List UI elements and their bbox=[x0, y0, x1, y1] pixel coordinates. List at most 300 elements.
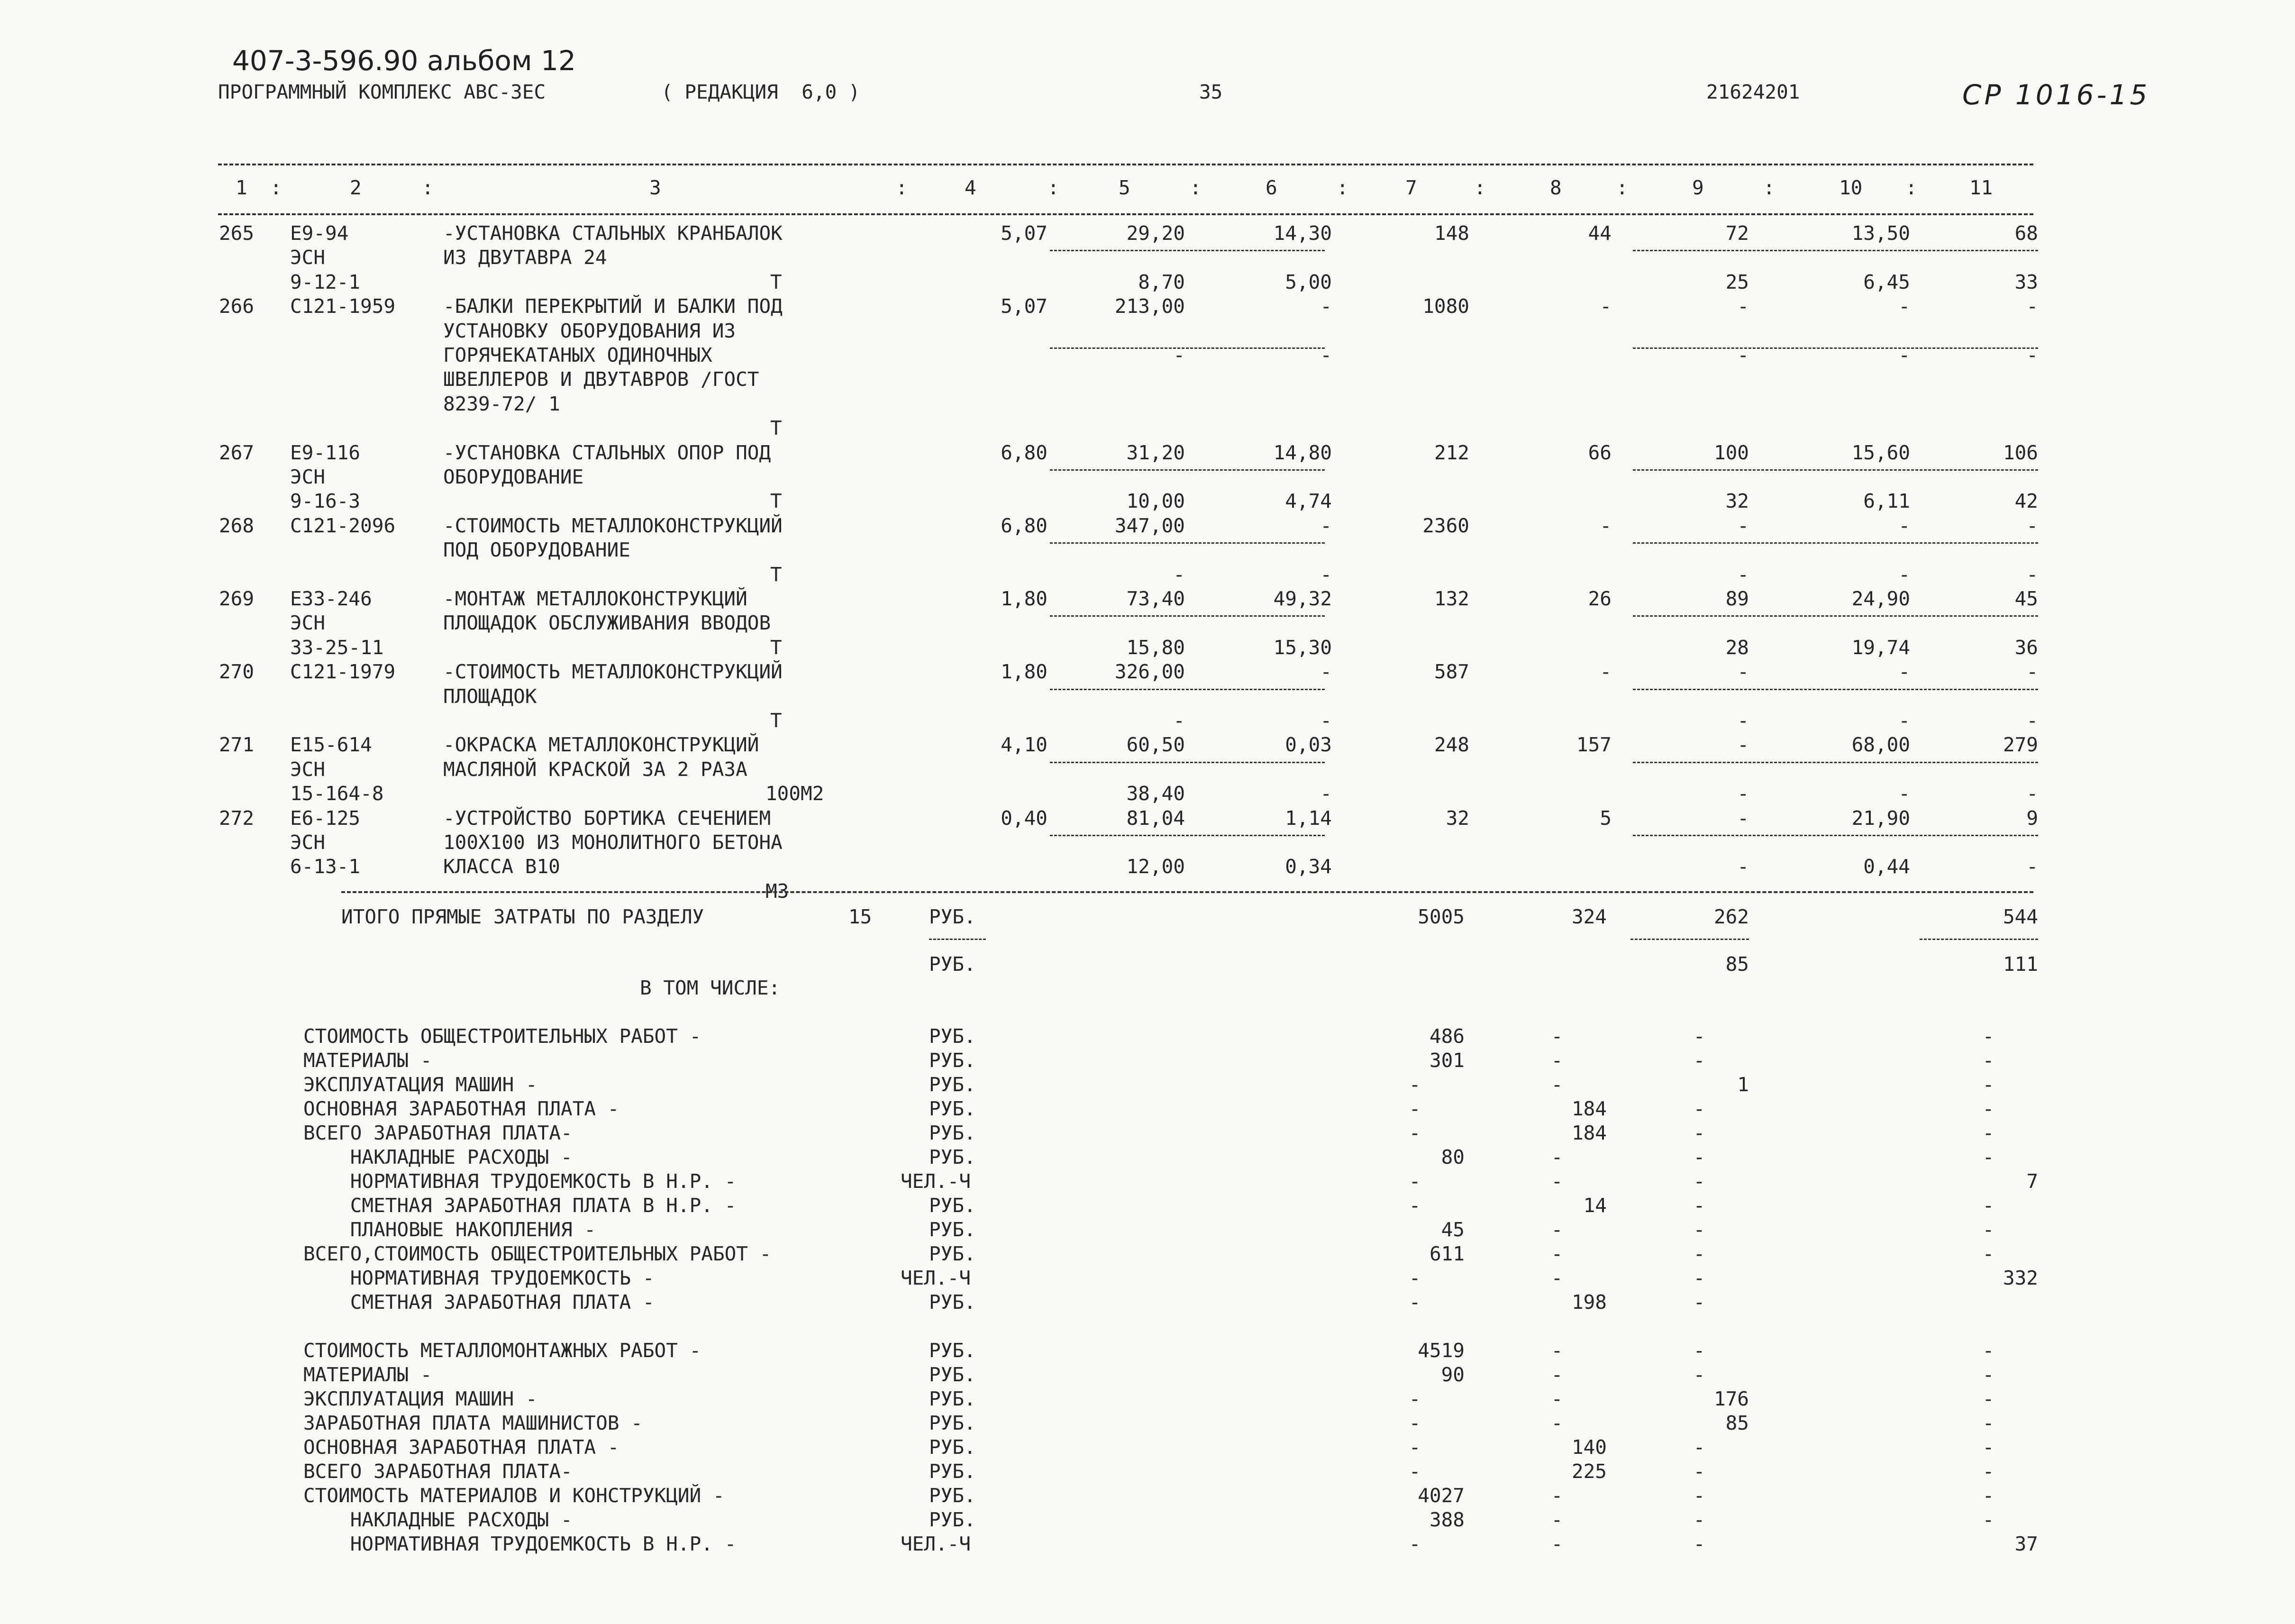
summary-r17-c3: 140 bbox=[1571, 1436, 1607, 1459]
cell-r22-c3: МАСЛЯНОЙ КРАСКОЙ ЗА 2 РАЗА bbox=[443, 757, 747, 781]
cell-r17-c5: 15,80 bbox=[1126, 636, 1185, 659]
column-header-5: 5 bbox=[1119, 176, 1130, 199]
cell-r3-c4: 5,07 bbox=[1001, 295, 1047, 318]
summary-r2-c3: - bbox=[1551, 1073, 1563, 1096]
edition: ( РЕДАКЦИЯ 6,0 ) bbox=[661, 81, 860, 103]
cell-r9-c6: 14,80 bbox=[1273, 441, 1332, 464]
subtotal-underline bbox=[1050, 250, 1325, 251]
cell-r18-c1: 270 bbox=[219, 660, 255, 684]
summary-r16-c4: 85 bbox=[1725, 1412, 1749, 1434]
cell-r4-c3: УСТАНОВКУ ОБОРУДОВАНИЯ ИЗ bbox=[443, 319, 736, 342]
cell-r26-c2: 6-13-1 bbox=[290, 855, 361, 878]
summary-r19-c3: - bbox=[1551, 1484, 1563, 1507]
subtotal-underline bbox=[1050, 469, 1325, 471]
summary-r13-c3: - bbox=[1551, 1339, 1563, 1362]
subtotal-underline bbox=[1050, 615, 1325, 617]
cell-r18-c5: 326,00 bbox=[1114, 660, 1185, 684]
cell-r23-c3: 100М2 bbox=[765, 782, 824, 805]
cell-r14-c3: Т bbox=[770, 563, 782, 586]
summary-r6-c3: - bbox=[1551, 1170, 1563, 1193]
summary-r21-c2: - bbox=[1409, 1533, 1421, 1555]
total-c9b: 85 bbox=[1725, 953, 1749, 976]
cell-r18-c11: - bbox=[2026, 660, 2038, 684]
summary-r17-c2: - bbox=[1409, 1436, 1421, 1459]
summary-r3-c3: 184 bbox=[1571, 1097, 1607, 1120]
summary-r17-c1: РУБ. bbox=[929, 1436, 976, 1459]
summary-r6-c2: - bbox=[1409, 1170, 1421, 1193]
cell-r12-c10: - bbox=[1898, 514, 1910, 537]
cell-r15-c6: 49,32 bbox=[1273, 587, 1332, 610]
summary-r16-c0: ЗАРАБОТНАЯ ПЛАТА МАШИНИСТОВ - bbox=[303, 1412, 643, 1434]
summary-r7-c0: СМЕТНАЯ ЗАРАБОТНАЯ ПЛАТА В Н.Р. - bbox=[303, 1194, 737, 1217]
cell-r0-c4: 5,07 bbox=[1001, 222, 1047, 245]
total-c11b: 111 bbox=[2003, 953, 2038, 976]
summary-r21-c4: - bbox=[1693, 1533, 1705, 1555]
total-c11: 544 bbox=[2003, 905, 2038, 928]
summary-r4-c3: 184 bbox=[1571, 1122, 1607, 1144]
cell-r5-c5: - bbox=[1173, 344, 1185, 366]
cell-r3-c9: - bbox=[1737, 295, 1749, 318]
cell-r3-c11: - bbox=[2026, 295, 2038, 318]
cell-r12-c3: -СТОИМОСТЬ МЕТАЛЛОКОНСТРУКЦИЙ bbox=[443, 514, 783, 537]
cell-r21-c10: 68,00 bbox=[1851, 733, 1910, 757]
summary-r11-c4: - bbox=[1693, 1291, 1705, 1314]
cell-r3-c1: 266 bbox=[219, 295, 255, 318]
cell-r15-c10: 24,90 bbox=[1851, 587, 1910, 610]
cell-r12-c4: 6,80 bbox=[1001, 514, 1047, 537]
summary-r9-c2: 611 bbox=[1429, 1242, 1465, 1265]
summary-r19-c5: - bbox=[1982, 1484, 1994, 1507]
subtotal-underline bbox=[1633, 250, 2038, 251]
cell-r23-c6: - bbox=[1320, 782, 1332, 805]
summary-r7-c2: - bbox=[1409, 1194, 1421, 1217]
c11-underline bbox=[1920, 939, 2038, 940]
summary-r14-c0: МАТЕРИАЛЫ - bbox=[303, 1363, 432, 1386]
cell-r12-c11: - bbox=[2026, 514, 2038, 537]
summary-r0-c4: - bbox=[1693, 1025, 1705, 1048]
cell-r7-c3: 8239-72/ 1 bbox=[443, 392, 560, 415]
summary-r16-c3: - bbox=[1551, 1412, 1563, 1434]
cell-r2-c10: 6,45 bbox=[1863, 270, 1910, 293]
summary-r4-c4: - bbox=[1693, 1122, 1705, 1144]
column-separator: : bbox=[270, 176, 282, 199]
summary-r7-c5: - bbox=[1982, 1194, 1994, 1217]
column-header-3: 3 bbox=[649, 176, 661, 199]
total-c9: 262 bbox=[1713, 905, 1749, 928]
cell-r15-c4: 1,80 bbox=[1001, 587, 1047, 610]
summary-r18-c0: ВСЕГО ЗАРАБОТНАЯ ПЛАТА- bbox=[303, 1460, 573, 1483]
column-header-11: 11 bbox=[1969, 176, 1993, 199]
summary-r18-c4: - bbox=[1693, 1460, 1705, 1483]
cell-r11-c5: 10,00 bbox=[1126, 490, 1185, 513]
total-c7: 5005 bbox=[1418, 905, 1465, 928]
column-header-4: 4 bbox=[965, 176, 976, 199]
cell-r2-c2: 9-12-1 bbox=[290, 270, 361, 293]
cell-r10-c3: ОБОРУДОВАНИЕ bbox=[443, 465, 584, 488]
summary-r5-c0: НАКЛАДНЫЕ РАСХОДЫ - bbox=[303, 1146, 573, 1168]
cell-r9-c3: -УСТАНОВКА СТАЛЬНЫХ ОПОР ПОД bbox=[443, 441, 771, 464]
summary-r0-c1: РУБ. bbox=[929, 1025, 976, 1048]
total-section: 15 bbox=[848, 905, 872, 928]
cell-r27-c3: М3 bbox=[765, 879, 789, 903]
summary-r21-c5: 37 bbox=[2014, 1533, 2038, 1555]
summary-r17-c0: ОСНОВНАЯ ЗАРАБОТНАЯ ПЛАТА - bbox=[303, 1436, 619, 1459]
summary-r0-c0: СТОИМОСТЬ ОБЩЕСТРОИТЕЛЬНЫХ РАБОТ - bbox=[303, 1025, 701, 1048]
summary-r8-c0: ПЛАНОВЫЕ НАКОПЛЕНИЯ - bbox=[303, 1218, 596, 1241]
including-label: В ТОМ ЧИСЛЕ: bbox=[640, 976, 781, 999]
summary-r14-c3: - bbox=[1551, 1363, 1563, 1386]
cell-r26-c9: - bbox=[1737, 855, 1749, 878]
summary-r10-c3: - bbox=[1551, 1267, 1563, 1289]
column-separator: : bbox=[1190, 176, 1202, 199]
unit-underline bbox=[929, 939, 986, 940]
cell-r17-c6: 15,30 bbox=[1273, 636, 1332, 659]
summary-r8-c4: - bbox=[1693, 1218, 1705, 1241]
subtotal-underline bbox=[1050, 347, 1325, 349]
column-header-2: 2 bbox=[350, 176, 362, 199]
cell-r3-c3: -БАЛКИ ПЕРЕКРЫТИЙ И БАЛКИ ПОД bbox=[443, 295, 783, 318]
summary-r4-c5: - bbox=[1982, 1122, 1994, 1144]
summary-r18-c2: - bbox=[1409, 1460, 1421, 1483]
summary-r14-c2: 90 bbox=[1441, 1363, 1465, 1386]
cell-r20-c10: - bbox=[1898, 709, 1910, 732]
cell-r25-c2: ЭСН bbox=[290, 831, 326, 854]
column-separator: : bbox=[896, 176, 908, 199]
subtotal-underline bbox=[1633, 689, 2038, 690]
summary-r10-c4: - bbox=[1693, 1267, 1705, 1289]
summary-r19-c0: СТОИМОСТЬ МАТЕРИАЛОВ И КОНСТРУКЦИЙ - bbox=[303, 1484, 725, 1507]
cell-r0-c5: 29,20 bbox=[1126, 222, 1185, 245]
summary-r9-c5: - bbox=[1982, 1242, 1994, 1265]
cell-r9-c1: 267 bbox=[219, 441, 255, 464]
cell-r12-c1: 268 bbox=[219, 514, 255, 537]
cell-r21-c9: - bbox=[1737, 733, 1749, 757]
cell-r24-c10: 21,90 bbox=[1851, 806, 1910, 830]
summary-r20-c3: - bbox=[1551, 1508, 1563, 1531]
cell-r18-c3: -СТОИМОСТЬ МЕТАЛЛОКОНСТРУКЦИЙ bbox=[443, 660, 783, 684]
cell-r11-c9: 32 bbox=[1725, 490, 1749, 513]
cell-r20-c3: Т bbox=[770, 709, 782, 732]
summary-r2-c0: ЭКСПЛУАТАЦИЯ МАШИН - bbox=[303, 1073, 537, 1096]
column-separator: : bbox=[1474, 176, 1486, 199]
total-unit-2: РУБ. bbox=[929, 953, 976, 976]
summary-r14-c4: - bbox=[1693, 1363, 1705, 1386]
c9-underline bbox=[1630, 939, 1749, 940]
cell-r17-c9: 28 bbox=[1725, 636, 1749, 659]
subtotal-underline bbox=[1633, 762, 2038, 763]
summary-r13-c4: - bbox=[1693, 1339, 1705, 1362]
subtotal-underline bbox=[1633, 542, 2038, 544]
cell-r24-c2: Е6-125 bbox=[290, 806, 361, 830]
cell-r2-c3: Т bbox=[770, 270, 782, 293]
summary-r15-c0: ЭКСПЛУАТАЦИЯ МАШИН - bbox=[303, 1387, 537, 1410]
subtotal-underline bbox=[1050, 762, 1325, 763]
subtotal-underline bbox=[1050, 542, 1325, 544]
cell-r15-c3: -МОНТАЖ МЕТАЛЛОКОНСТРУКЦИЙ bbox=[443, 587, 747, 610]
summary-r2-c4: 1 bbox=[1737, 1073, 1749, 1096]
cell-r12-c7: 2360 bbox=[1422, 514, 1469, 537]
summary-r16-c2: - bbox=[1409, 1412, 1421, 1434]
cell-r14-c9: - bbox=[1737, 563, 1749, 586]
summary-r19-c2: 4027 bbox=[1418, 1484, 1465, 1507]
cell-r21-c5: 60,50 bbox=[1126, 733, 1185, 757]
summary-r21-c0: НОРМАТИВНАЯ ТРУДОЕМКОСТЬ В Н.Р. - bbox=[303, 1533, 737, 1555]
cell-r2-c11: 33 bbox=[2014, 270, 2038, 293]
cell-r26-c10: 0,44 bbox=[1863, 855, 1910, 878]
cell-r18-c6: - bbox=[1320, 660, 1332, 684]
summary-r15-c5: - bbox=[1982, 1387, 1994, 1410]
cell-r15-c1: 269 bbox=[219, 587, 255, 610]
cell-r0-c2: Е9-94 bbox=[290, 222, 349, 245]
summary-r1-c5: - bbox=[1982, 1049, 1994, 1072]
summary-r19-c1: РУБ. bbox=[929, 1484, 976, 1507]
cell-r24-c8: 5 bbox=[1600, 806, 1612, 830]
summary-r15-c3: - bbox=[1551, 1387, 1563, 1410]
summary-r20-c5: - bbox=[1982, 1508, 1994, 1531]
summary-r1-c2: 301 bbox=[1429, 1049, 1465, 1072]
total-c8: 324 bbox=[1571, 905, 1607, 928]
summary-r9-c1: РУБ. bbox=[929, 1242, 976, 1265]
summary-r1-c1: РУБ. bbox=[929, 1049, 976, 1072]
total-label: ИТОГО ПРЯМЫЕ ЗАТРАТЫ ПО РАЗДЕЛУ bbox=[341, 905, 704, 928]
cell-r3-c10: - bbox=[1898, 295, 1910, 318]
cell-r2-c9: 25 bbox=[1725, 270, 1749, 293]
summary-r14-c5: - bbox=[1982, 1363, 1994, 1386]
summary-r4-c0: ВСЕГО ЗАРАБОТНАЯ ПЛАТА- bbox=[303, 1122, 573, 1144]
cell-r21-c4: 4,10 bbox=[1001, 733, 1047, 757]
summary-r8-c2: 45 bbox=[1441, 1218, 1465, 1241]
summary-r0-c5: - bbox=[1982, 1025, 1994, 1048]
cell-r21-c11: 279 bbox=[2003, 733, 2038, 757]
summary-r14-c1: РУБ. bbox=[929, 1363, 976, 1386]
cell-r1-c2: ЭСН bbox=[290, 246, 326, 269]
rule-top bbox=[218, 164, 2033, 165]
cell-r18-c7: 587 bbox=[1434, 660, 1469, 684]
cell-r16-c2: ЭСН bbox=[290, 611, 326, 635]
column-separator: : bbox=[1905, 176, 1917, 199]
cell-r12-c9: - bbox=[1737, 514, 1749, 537]
cell-r3-c2: С121-1959 bbox=[290, 295, 396, 318]
summary-r5-c1: РУБ. bbox=[929, 1146, 976, 1168]
cell-r15-c5: 73,40 bbox=[1126, 587, 1185, 610]
cell-r24-c4: 0,40 bbox=[1001, 806, 1047, 830]
summary-r18-c3: 225 bbox=[1571, 1460, 1607, 1483]
summary-r9-c3: - bbox=[1551, 1242, 1563, 1265]
cell-r9-c9: 100 bbox=[1713, 441, 1749, 464]
cell-r15-c7: 132 bbox=[1434, 587, 1469, 610]
cell-r21-c6: 0,03 bbox=[1285, 733, 1332, 757]
summary-r6-c0: НОРМАТИВНАЯ ТРУДОЕМКОСТЬ В Н.Р. - bbox=[303, 1170, 737, 1193]
summary-r8-c1: РУБ. bbox=[929, 1218, 976, 1241]
cell-r8-c3: Т bbox=[770, 417, 782, 440]
cell-r9-c2: Е9-116 bbox=[290, 441, 361, 464]
cell-r3-c8: - bbox=[1600, 295, 1612, 318]
cell-r24-c7: 32 bbox=[1446, 806, 1469, 830]
cell-r13-c3: ПОД ОБОРУДОВАНИЕ bbox=[443, 538, 630, 562]
summary-r6-c1: ЧЕЛ.-Ч bbox=[901, 1170, 971, 1193]
cell-r9-c7: 212 bbox=[1434, 441, 1469, 464]
summary-r3-c1: РУБ. bbox=[929, 1097, 976, 1120]
cell-r18-c9: - bbox=[1737, 660, 1749, 684]
cell-r20-c9: - bbox=[1737, 709, 1749, 732]
column-header-9: 9 bbox=[1692, 176, 1704, 199]
page-number: 35 bbox=[1199, 81, 1223, 103]
column-header-7: 7 bbox=[1405, 176, 1417, 199]
cell-r21-c2: Е15-614 bbox=[290, 733, 372, 757]
summary-r0-c2: 486 bbox=[1429, 1025, 1465, 1048]
cell-r2-c6: 5,00 bbox=[1285, 270, 1332, 293]
cell-r21-c1: 271 bbox=[219, 733, 255, 757]
summary-r3-c2: - bbox=[1409, 1097, 1421, 1120]
cell-r23-c2: 15-164-8 bbox=[290, 782, 384, 805]
cell-r14-c10: - bbox=[1898, 563, 1910, 586]
column-header-6: 6 bbox=[1266, 176, 1277, 199]
cell-r20-c5: - bbox=[1173, 709, 1185, 732]
cell-r6-c3: ШВЕЛЛЕРОВ И ДВУТАВРОВ /ГОСТ bbox=[443, 368, 759, 391]
summary-r11-c0: СМЕТНАЯ ЗАРАБОТНАЯ ПЛАТА - bbox=[303, 1291, 655, 1314]
cell-r17-c3: Т bbox=[770, 636, 782, 659]
cell-r17-c10: 19,74 bbox=[1851, 636, 1910, 659]
summary-r10-c5: 332 bbox=[2003, 1267, 2038, 1289]
cell-r14-c11: - bbox=[2026, 563, 2038, 586]
cell-r10-c2: ЭСН bbox=[290, 465, 326, 488]
cell-r14-c5: - bbox=[1173, 563, 1185, 586]
summary-r18-c5: - bbox=[1982, 1460, 1994, 1483]
cell-r22-c2: ЭСН bbox=[290, 757, 326, 781]
cell-r15-c2: Е33-246 bbox=[290, 587, 372, 610]
summary-r9-c0: ВСЕГО,СТОИМОСТЬ ОБЩЕСТРОИТЕЛЬНЫХ РАБОТ - bbox=[303, 1242, 772, 1265]
cell-r12-c5: 347,00 bbox=[1114, 514, 1185, 537]
summary-r0-c3: - bbox=[1551, 1025, 1563, 1048]
cell-r0-c9: 72 bbox=[1725, 222, 1749, 245]
cell-r23-c9: - bbox=[1737, 782, 1749, 805]
cell-r11-c11: 42 bbox=[2014, 490, 2038, 513]
cell-r2-c5: 8,70 bbox=[1138, 270, 1185, 293]
cell-r18-c8: - bbox=[1600, 660, 1612, 684]
summary-r17-c5: - bbox=[1982, 1436, 1994, 1459]
cell-r18-c10: - bbox=[1898, 660, 1910, 684]
summary-r3-c5: - bbox=[1982, 1097, 1994, 1120]
summary-r6-c5: 7 bbox=[2026, 1170, 2038, 1193]
cell-r20-c6: - bbox=[1320, 709, 1332, 732]
summary-r16-c1: РУБ. bbox=[929, 1412, 976, 1434]
summary-r7-c3: 14 bbox=[1583, 1194, 1607, 1217]
cell-r18-c4: 1,80 bbox=[1001, 660, 1047, 684]
summary-r18-c1: РУБ. bbox=[929, 1460, 976, 1483]
summary-r13-c0: СТОИМОСТЬ МЕТАЛЛОМОНТАЖНЫХ РАБОТ - bbox=[303, 1339, 701, 1362]
cell-r26-c11: - bbox=[2026, 855, 2038, 878]
stamp: СР 1016-15 bbox=[1962, 79, 2150, 111]
cell-r17-c2: 33-25-11 bbox=[290, 636, 384, 659]
cell-r15-c9: 89 bbox=[1725, 587, 1749, 610]
summary-r21-c3: - bbox=[1551, 1533, 1563, 1555]
rule-bottom bbox=[341, 891, 2033, 893]
summary-r16-c5: - bbox=[1982, 1412, 1994, 1434]
summary-r11-c3: 198 bbox=[1571, 1291, 1607, 1314]
cell-r9-c5: 31,20 bbox=[1126, 441, 1185, 464]
column-separator: : bbox=[1047, 176, 1059, 199]
summary-r13-c1: РУБ. bbox=[929, 1339, 976, 1362]
summary-r1-c0: МАТЕРИАЛЫ - bbox=[303, 1049, 432, 1072]
cell-r21-c3: -ОКРАСКА МЕТАЛЛОКОНСТРУКЦИЙ bbox=[443, 733, 759, 757]
cell-r24-c11: 9 bbox=[2026, 806, 2038, 830]
summary-r5-c2: 80 bbox=[1441, 1146, 1465, 1168]
cell-r1-c3: ИЗ ДВУТАВРА 24 bbox=[443, 246, 607, 269]
summary-r17-c4: - bbox=[1693, 1436, 1705, 1459]
cell-r3-c7: 1080 bbox=[1422, 295, 1469, 318]
summary-r11-c1: РУБ. bbox=[929, 1291, 976, 1314]
summary-r13-c5: - bbox=[1982, 1339, 1994, 1362]
summary-r8-c3: - bbox=[1551, 1218, 1563, 1241]
cell-r12-c8: - bbox=[1600, 514, 1612, 537]
cell-r21-c8: 157 bbox=[1576, 733, 1612, 757]
column-header-8: 8 bbox=[1550, 176, 1562, 199]
cell-r3-c6: - bbox=[1320, 295, 1332, 318]
summary-r21-c1: ЧЕЛ.-Ч bbox=[901, 1533, 971, 1555]
cell-r21-c7: 248 bbox=[1434, 733, 1469, 757]
cell-r5-c6: - bbox=[1320, 344, 1332, 366]
cell-r23-c5: 38,40 bbox=[1126, 782, 1185, 805]
summary-r19-c4: - bbox=[1693, 1484, 1705, 1507]
summary-r4-c2: - bbox=[1409, 1122, 1421, 1144]
cell-r11-c10: 6,11 bbox=[1863, 490, 1910, 513]
summary-r3-c4: - bbox=[1693, 1097, 1705, 1120]
summary-r2-c5: - bbox=[1982, 1073, 1994, 1096]
cell-r24-c3: -УСТРОЙСТВО БОРТИКА СЕЧЕНИЕМ bbox=[443, 806, 771, 830]
cell-r9-c11: 106 bbox=[2003, 441, 2038, 464]
cell-r17-c11: 36 bbox=[2014, 636, 2038, 659]
column-separator: : bbox=[1763, 176, 1775, 199]
summary-r15-c2: - bbox=[1409, 1387, 1421, 1410]
document-code: 21624201 bbox=[1706, 81, 1800, 103]
subtotal-underline bbox=[1050, 835, 1325, 836]
subtotal-underline bbox=[1633, 469, 2038, 471]
column-header-10: 10 bbox=[1839, 176, 1863, 199]
summary-r3-c0: ОСНОВНАЯ ЗАРАБОТНАЯ ПЛАТА - bbox=[303, 1097, 619, 1120]
summary-r5-c3: - bbox=[1551, 1146, 1563, 1168]
summary-r8-c5: - bbox=[1982, 1218, 1994, 1241]
cell-r0-c10: 13,50 bbox=[1851, 222, 1910, 245]
cell-r25-c3: 100Х100 ИЗ МОНОЛИТНОГО БЕТОНА bbox=[443, 831, 783, 854]
cell-r24-c5: 81,04 bbox=[1126, 806, 1185, 830]
cell-r3-c5: 213,00 bbox=[1114, 295, 1185, 318]
cell-r11-c3: Т bbox=[770, 490, 782, 513]
cell-r18-c2: С121-1979 bbox=[290, 660, 396, 684]
summary-r1-c3: - bbox=[1551, 1049, 1563, 1072]
summary-r15-c1: РУБ. bbox=[929, 1387, 976, 1410]
subtotal-underline bbox=[1633, 835, 2038, 836]
cell-r24-c6: 1,14 bbox=[1285, 806, 1332, 830]
summary-r7-c1: РУБ. bbox=[929, 1194, 976, 1217]
summary-r20-c0: НАКЛАДНЫЕ РАСХОДЫ - bbox=[303, 1508, 573, 1531]
cell-r5-c9: - bbox=[1737, 344, 1749, 366]
cell-r19-c3: ПЛОЩАДОК bbox=[443, 684, 537, 708]
program-name: ПРОГРАММНЫЙ КОМПЛЕКС АВС-3ЕС bbox=[218, 81, 546, 103]
summary-r15-c4: 176 bbox=[1713, 1387, 1749, 1410]
cell-r26-c6: 0,34 bbox=[1285, 855, 1332, 878]
cell-r24-c1: 272 bbox=[219, 806, 255, 830]
cell-r9-c10: 15,60 bbox=[1851, 441, 1910, 464]
cell-r16-c3: ПЛОЩАДОК ОБСЛУЖИВАНИЯ ВВОДОВ bbox=[443, 611, 771, 635]
summary-r20-c4: - bbox=[1693, 1508, 1705, 1531]
cell-r11-c2: 9-16-3 bbox=[290, 490, 361, 513]
summary-r20-c1: РУБ. bbox=[929, 1508, 976, 1531]
summary-r2-c1: РУБ. bbox=[929, 1073, 976, 1096]
summary-r10-c2: - bbox=[1409, 1267, 1421, 1289]
summary-r9-c4: - bbox=[1693, 1242, 1705, 1265]
summary-r10-c1: ЧЕЛ.-Ч bbox=[901, 1267, 971, 1289]
column-header-1: 1 bbox=[236, 176, 247, 199]
